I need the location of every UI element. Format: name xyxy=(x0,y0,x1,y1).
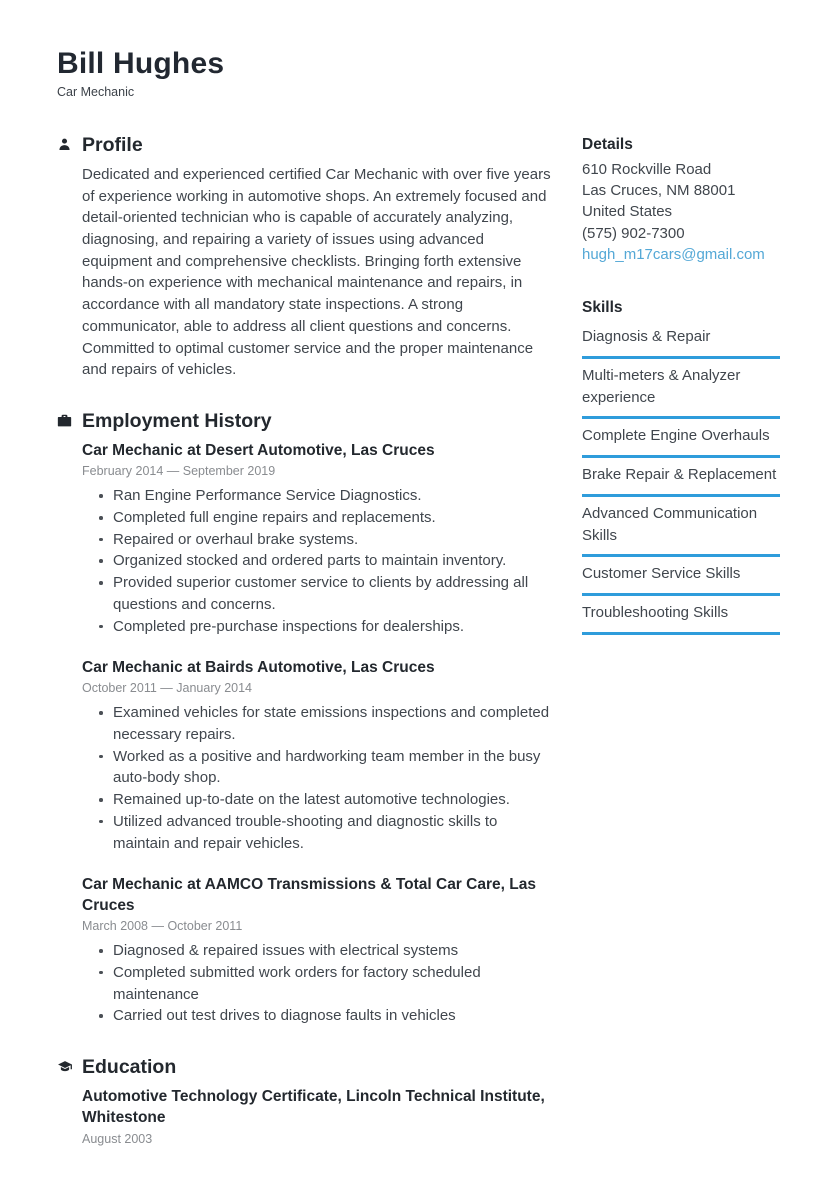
bullet-item: Repaired or overhaul brake systems. xyxy=(113,529,551,551)
graduation-cap-icon xyxy=(57,1055,82,1074)
skills-heading: Skills xyxy=(582,299,623,317)
skill-item: Multi-meters & Analyzer experience xyxy=(582,359,780,419)
job-dates: March 2008 — October 2011 xyxy=(82,919,243,934)
job-title: Car Mechanic at AAMCO Transmissions & Total Car Care, Las Cruces xyxy=(82,876,536,915)
bullet-item: Examined vehicles for state emissions inspections and completed necessary repairs. xyxy=(113,702,551,745)
job-title: Car Mechanic at Desert Automotive, Las Cruces xyxy=(82,442,435,460)
education-section-header xyxy=(57,1055,551,1079)
candidate-name: Bill Hughes xyxy=(57,47,225,80)
resume-header xyxy=(57,47,780,99)
profile-section xyxy=(57,133,551,381)
job-bullet-list xyxy=(82,702,551,854)
briefcase-icon xyxy=(57,409,82,428)
employment-heading: Employment History xyxy=(82,410,272,432)
skill-item: Advanced Communication Skills xyxy=(582,497,780,557)
skill-item: Complete Engine Overhauls xyxy=(582,419,780,458)
email-link[interactable]: hugh_m17cars@gmail.com xyxy=(582,245,765,263)
employment-section-header xyxy=(57,409,551,433)
job-bullet-list xyxy=(82,485,551,637)
profile-section-header xyxy=(57,133,551,157)
profile-heading: Profile xyxy=(82,133,143,156)
bullet-item: Remained up-to-date on the latest automotive technologies. xyxy=(113,789,551,811)
address-line: Las Cruces, NM 88001 xyxy=(582,182,736,200)
education-entry xyxy=(82,1086,551,1146)
bullet-item: Carried out test drives to diagnose faults in vehicles xyxy=(113,1005,551,1027)
job-title: Car Mechanic at Bairds Automotive, Las Cruces xyxy=(82,659,435,677)
candidate-job-title: Car Mechanic xyxy=(57,84,135,99)
job-dates: October 2011 — January 2014 xyxy=(82,681,253,696)
job-dates: February 2014 — September 2019 xyxy=(82,464,276,479)
job-entry xyxy=(82,440,551,637)
bullet-item: Utilized advanced trouble-shooting and diagnostic skills to maintain and repair vehicles. xyxy=(113,811,551,854)
skill-list xyxy=(582,320,780,634)
employment-section xyxy=(57,409,551,1027)
skills-section xyxy=(582,298,780,634)
details-heading: Details xyxy=(582,135,633,153)
profile-text: Dedicated and experienced certified Car Mechanic with over five years of experience working in automotive shops. An extremely focused and detail-oriented technician who is capable of accurately analyzing, diagnosing, and repairing a variety of issues using advanced equipment and comprehensive checklists. Bringing forth extensive hands-on experience with mechanical maintenance and repairs, in accordance with all mandatory state inspections. A strong communicator, able to address all client questions and concerns. Committed to optimal customer service and the proper maintenance and repairs of vehicles. xyxy=(82,165,551,379)
job-bullet-list xyxy=(82,940,551,1027)
bullet-item: Provided superior customer service to clients by addressing all questions and concerns. xyxy=(113,572,551,615)
bullet-item: Completed full engine repairs and replacements. xyxy=(113,507,551,529)
address-line: United States xyxy=(582,203,673,221)
details-section xyxy=(582,135,780,266)
bullet-item: Completed pre-purchase inspections for dealerships. xyxy=(113,616,551,638)
address-line: 610 Rockville Road xyxy=(582,160,712,178)
bullet-item: Worked as a positive and hardworking team member in the busy auto-body shop. xyxy=(113,746,551,789)
main-column xyxy=(57,133,555,1147)
skill-item: Customer Service Skills xyxy=(582,557,780,596)
education-dates: August 2003 xyxy=(82,1132,153,1147)
bullet-item: Ran Engine Performance Service Diagnostics. xyxy=(113,485,551,507)
skill-item: Brake Repair & Replacement xyxy=(582,458,780,497)
phone-number: (575) 902-7300 xyxy=(582,224,685,242)
bullet-item: Organized stocked and ordered parts to maintain inventory. xyxy=(113,550,551,572)
bullet-item: Diagnosed & repaired issues with electrical systems xyxy=(113,940,551,962)
job-entry xyxy=(82,874,551,1027)
person-icon xyxy=(57,133,82,152)
details-lines xyxy=(582,159,780,265)
skill-item: Troubleshooting Skills xyxy=(582,596,780,635)
education-degree: Automotive Technology Certificate, Lincoln Technical Institute, Whitestone xyxy=(82,1088,545,1127)
bullet-item: Completed submitted work orders for factory scheduled maintenance xyxy=(113,962,551,1005)
education-section xyxy=(57,1055,551,1146)
job-entry xyxy=(82,657,551,854)
sidebar-column xyxy=(582,133,780,1147)
skill-item: Diagnosis & Repair xyxy=(582,320,780,359)
education-heading: Education xyxy=(82,1056,177,1079)
resume-body xyxy=(57,133,780,1147)
